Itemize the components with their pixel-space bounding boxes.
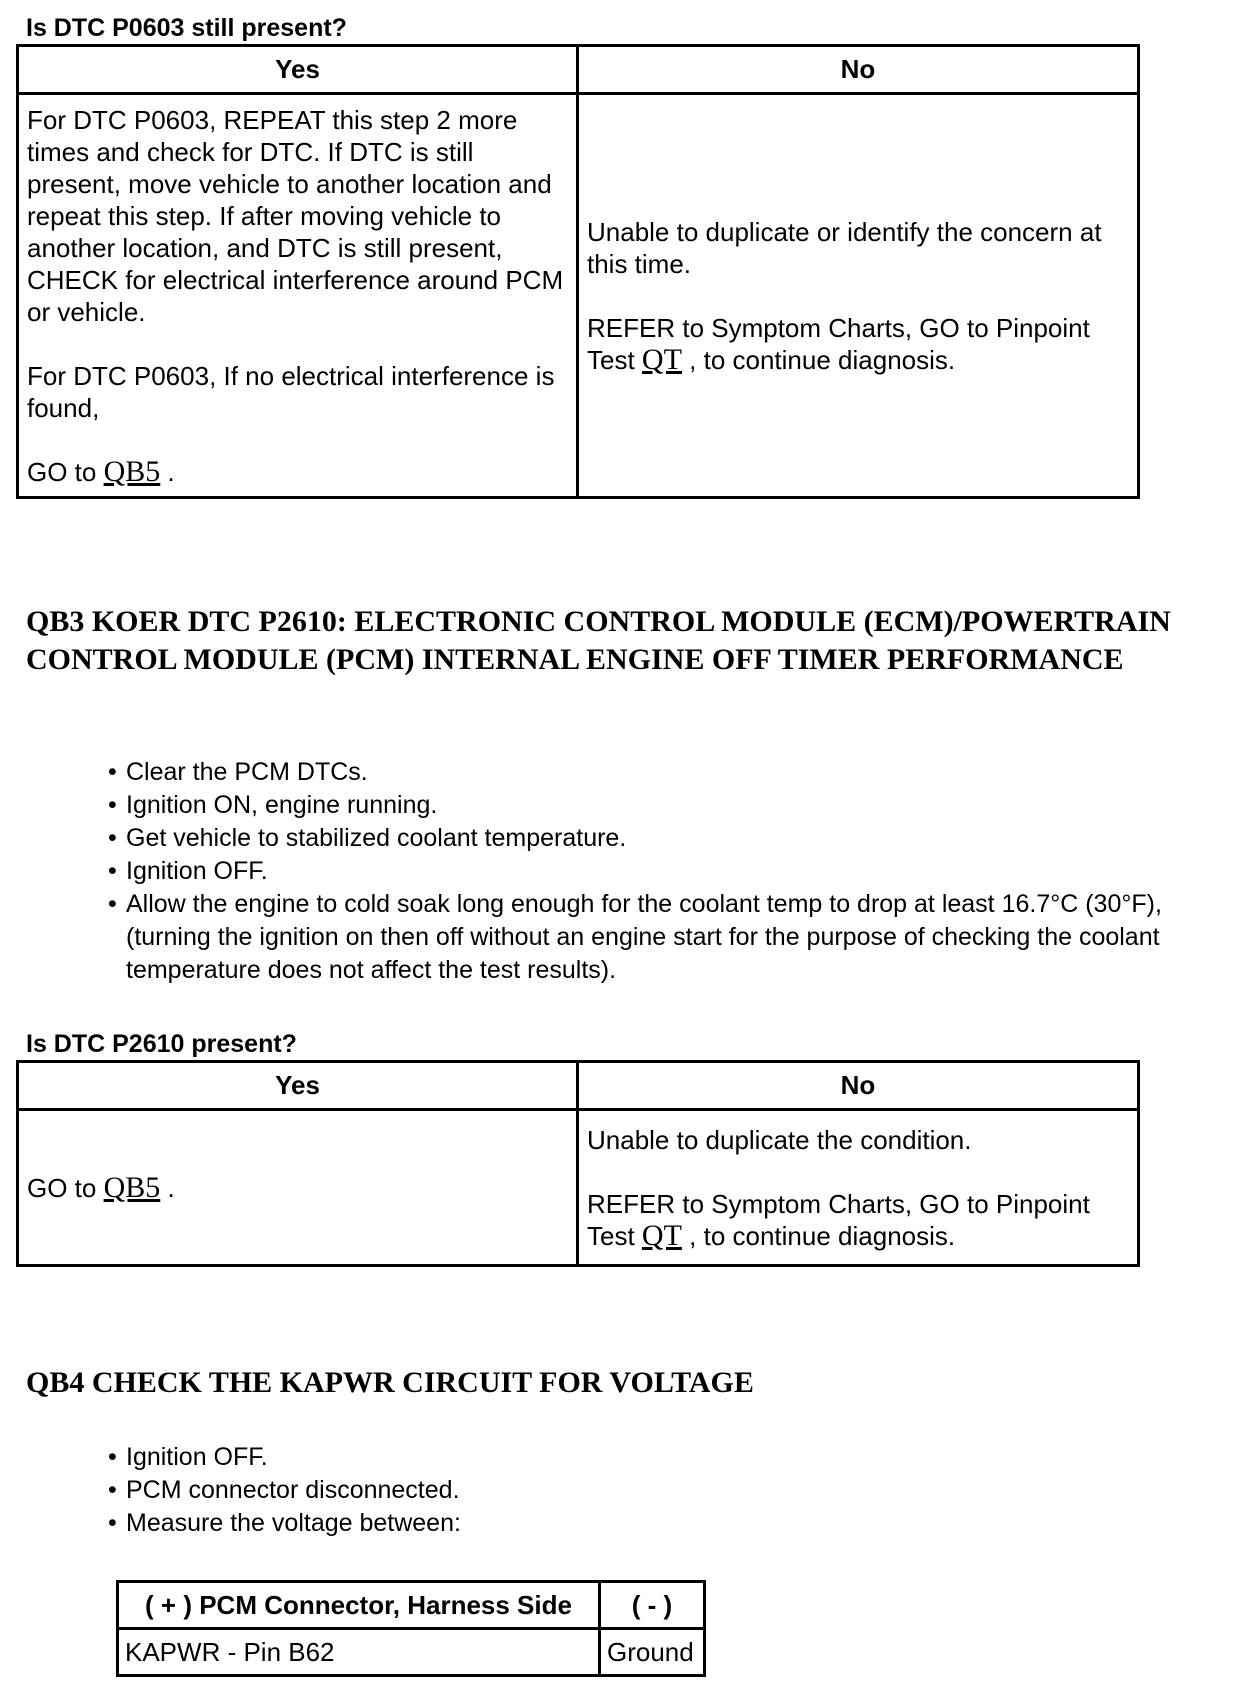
qb4-heading: QB4 CHECK THE KAPWR CIRCUIT FOR VOLTAGE — [26, 1366, 754, 1399]
yes-instructions: For DTC P0603, REPEAT this step 2 more times and check for DTC. If DTC is still present, move vehicle to another location and repeat this step. If after moving vehicle to another location, and DTC is still present, CHECK for electrical interference around PCM or vehicle. — [27, 104, 564, 327]
go-to-suffix: . — [167, 456, 175, 487]
no-refer — [587, 1188, 1129, 1252]
yes-no-interference: For DTC P0603, If no electrical interference is found, — [27, 360, 555, 423]
no-cell — [578, 1110, 1139, 1266]
qb3-step: • Allow the engine to cold soak long enough for the coolant temp to drop at least 16.7°C (30°F), (turning the ignition on then off without an engine start for the purpose of checking the coolant temperature does not affect the test results). — [108, 888, 1188, 987]
go-to-suffix: . — [167, 1172, 175, 1203]
qb3-step: • Clear the PCM DTCs. — [108, 756, 1188, 789]
no-unable: Unable to duplicate the condition. — [587, 1124, 972, 1155]
no-unable: Unable to duplicate or identify the concern at this time. — [587, 216, 1102, 279]
no-cell — [578, 94, 1139, 498]
qb3-heading: QB3 KOER DTC P2610: ELECTRONIC CONTROL MODULE (ECM)/POWERTRAIN CONTROL MODULE (PCM) INTERNAL ENGINE OFF TIMER PERFORMANCE — [26, 605, 1171, 676]
refer-suffix: , to continue diagnosis. — [689, 1220, 956, 1251]
yes-go-to — [27, 1172, 568, 1204]
qb3-steps — [108, 756, 1188, 987]
p2610-result-table — [16, 1060, 1140, 1267]
qb5-link[interactable]: QB5 — [103, 1170, 161, 1204]
yes-cell — [18, 94, 578, 498]
qb3-step: • Ignition OFF. — [108, 855, 1188, 888]
no-header: No — [578, 1062, 1139, 1110]
p0603-result-table — [16, 44, 1140, 499]
positive-column-header: ( + ) PCM Connector, Harness Side — [118, 1582, 600, 1629]
qb4-step: • PCM connector disconnected. — [108, 1474, 1008, 1507]
refer-suffix: , to continue diagnosis. — [689, 344, 956, 375]
qb5-link[interactable]: QB5 — [103, 454, 161, 488]
qb3-step: • Get vehicle to stabilized coolant temperature. — [108, 822, 1188, 855]
qb3-step: • Ignition ON, engine running. — [108, 789, 1188, 822]
negative-column-header: ( - ) — [600, 1582, 705, 1629]
qb4-step: • Ignition OFF. — [108, 1441, 1008, 1474]
measure-voltage-table — [116, 1580, 706, 1677]
qt-link[interactable]: QT — [641, 1218, 682, 1252]
yes-cell — [18, 1110, 578, 1266]
question-p0603: Is DTC P0603 still present? — [26, 14, 347, 42]
no-refer — [587, 312, 1129, 376]
question-p2610: Is DTC P2610 present? — [26, 1030, 297, 1058]
yes-header: Yes — [18, 46, 578, 94]
qb4-steps — [108, 1441, 1008, 1540]
qb4-step: • Measure the voltage between: — [108, 1507, 1008, 1540]
refer-label: REFER to Symptom Charts, GO to Pinpoint Test — [587, 312, 1090, 375]
no-header: No — [578, 46, 1139, 94]
positive-pin-cell: KAPWR - Pin B62 — [118, 1629, 600, 1676]
yes-header: Yes — [18, 1062, 578, 1110]
refer-label: REFER to Symptom Charts, GO to Pinpoint Test — [587, 1188, 1090, 1251]
negative-ground-cell: Ground — [600, 1629, 705, 1676]
go-to-label: GO to — [27, 1172, 97, 1203]
yes-go-to — [27, 456, 568, 488]
qt-link[interactable]: QT — [641, 342, 682, 376]
go-to-label: GO to — [27, 456, 97, 487]
